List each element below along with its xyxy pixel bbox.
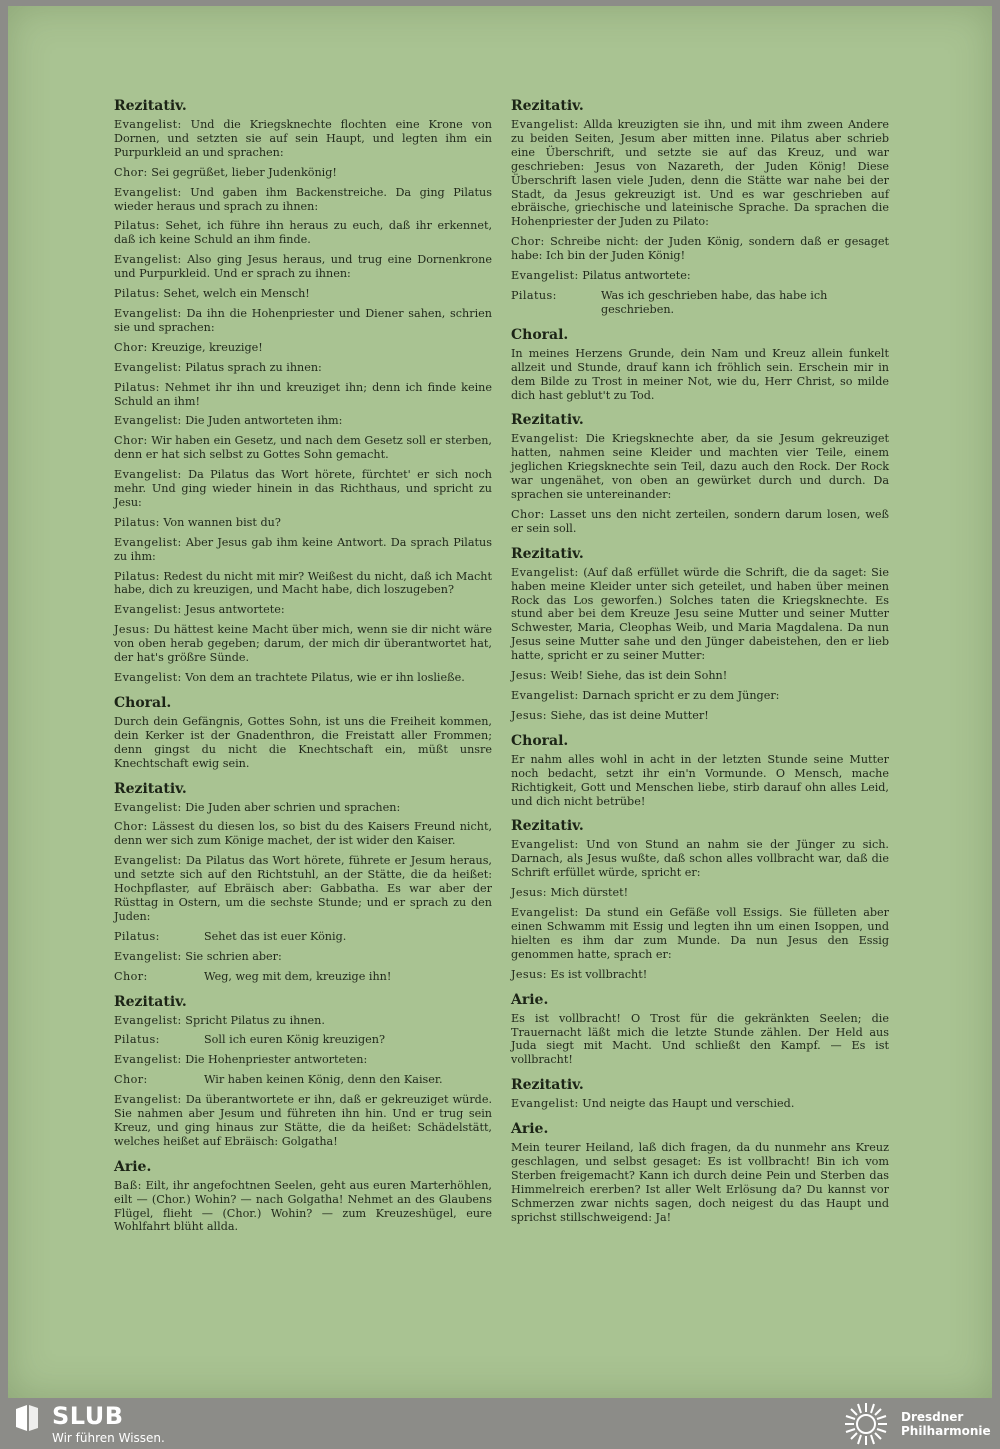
verse-block xyxy=(114,361,492,375)
verse-block xyxy=(511,968,889,982)
verse-block xyxy=(114,1073,492,1087)
speaker-label: Evangelist: xyxy=(511,432,579,446)
speaker-label: Jesus: xyxy=(511,886,547,900)
verse-block xyxy=(511,1141,889,1224)
verse-text: Und gaben ihm Backenstreiche. Da ging Pilatus wieder heraus und sprach zu ihnen: xyxy=(114,185,493,213)
verse-block xyxy=(511,508,889,536)
verse-text: Du hättest keine Macht über mich, wenn sie dir nicht wäre von oben herab gegeben; darum, der mich dir überantwortet hat, der hat's größre Sünde. xyxy=(114,623,492,665)
verse-text: Da stund ein Gefäße voll Essigs. Sie fülleten aber einen Schwamm mit Essig und legten ihn um einen Isoppen, und hielten es ihm dar zum Munde. Da nun Jesus den Essig genommen hatte, sprach er: xyxy=(511,906,889,961)
verse-text: Da ihn die Hohenpriester und Diener sahen, schrien sie und sprachen: xyxy=(114,306,492,334)
verse-block xyxy=(114,801,492,815)
verse-text: Und von Stund an nahm sie der Jünger zu sich. Darnach, als Jesus wußte, daß schon alles vollbracht war, daß die Schrift erfüllet würde, spricht er: xyxy=(511,838,889,880)
speaker-label: Evangelist: xyxy=(511,118,579,131)
verse-block xyxy=(511,753,889,809)
verse-text: Mich dürstet! xyxy=(550,886,629,900)
speaker-label: Evangelist: xyxy=(114,360,182,374)
philharmonie-line2: Philharmonie xyxy=(901,1424,991,1438)
verse-block xyxy=(114,219,492,247)
verse-text: Die Hohenpriester antworteten: xyxy=(185,1053,368,1067)
speaker-label: Evangelist: xyxy=(511,838,579,852)
verse-block xyxy=(114,253,492,281)
speaker-label: Evangelist: xyxy=(114,306,182,320)
speaker-label: Evangelist: xyxy=(114,468,182,482)
verse-text: Er nahm alles wohl in acht in der letzten Stunde seine Mutter noch bedacht, setzt ihr ein'n Vormunde. O Mensch, mache Richtigkeit, Gott und Menschen liebe, stirb darauf ohn alles Leid, und dich nicht betrübe! xyxy=(511,752,889,808)
verse-block xyxy=(114,186,492,214)
speaker-label: Chor: xyxy=(511,507,545,521)
verse-text: Pilatus sprach zu ihnen: xyxy=(185,360,322,374)
verse-block xyxy=(511,235,889,263)
verse-block xyxy=(114,715,492,771)
philharmonie-line1: Dresdner xyxy=(901,1410,964,1424)
speaker-label: Evangelist: xyxy=(511,1097,579,1111)
speaker-label: Chor: xyxy=(114,165,148,179)
verse-block xyxy=(114,970,492,984)
verse-block xyxy=(114,854,492,924)
verse-text: Jesus antwortete: xyxy=(185,603,285,617)
verse-block xyxy=(114,623,492,665)
speaker-label: Chor: xyxy=(114,434,148,448)
verse-text: Weg, weg mit dem, kreuzige ihn! xyxy=(204,969,392,983)
verse-text: Soll ich euren König kreuzigen? xyxy=(204,1033,385,1047)
speaker-label: Evangelist: xyxy=(114,253,182,267)
speaker-label: Pilatus: xyxy=(114,929,160,943)
verse-block xyxy=(114,1033,492,1047)
verse-block xyxy=(114,434,492,462)
verse-block xyxy=(511,709,889,723)
verse-block xyxy=(511,689,889,703)
slub-tagline: Wir führen Wissen. xyxy=(52,1431,165,1445)
verse-block xyxy=(114,570,492,598)
speaker-label: Evangelist: xyxy=(114,185,182,199)
speaker-label: Evangelist: xyxy=(511,906,579,920)
verse-block xyxy=(511,1097,889,1111)
footer-bar xyxy=(0,1398,1000,1449)
verse-text: Sie schrien aber: xyxy=(185,949,282,963)
verse-text: Da Pilatus das Wort hörete, führete er Jesum heraus, und setzte sich auf den Richtstuhl, an der Stätte, die da heißet: Hochpflaster, auf Ebräisch aber: Gabbatha. Es war aber der Rüsttag in Ostern, um die sechste Stunde; und er sprach zu den Juden: xyxy=(114,854,492,923)
verse-block xyxy=(511,118,889,229)
speaker-label: Evangelist: xyxy=(114,535,182,549)
speaker-label: Evangelist: xyxy=(114,671,182,684)
speaker-label: Chor: xyxy=(114,340,148,354)
verse-text: Wir haben ein Gesetz, und nach dem Gesetz soll er sterben, denn er hat sich selbst zu Gottes Sohn gemacht. xyxy=(114,434,492,462)
section-heading: Rezitativ. xyxy=(114,993,187,1010)
verse-text: Die Juden aber schrien und sprachen: xyxy=(185,800,401,814)
verse-text: Siehe, das ist deine Mutter! xyxy=(550,708,709,722)
verse-block xyxy=(511,669,889,683)
verse-text: Da überantwortete er ihn, daß er gekreuziget würde. Sie nahmen aber Jesum und führeten ihn hin. Und er trug sein Kreuz, und ging hinaus zur Stätte, die da heißet: Schädelstätt, welches heißet auf Ebräisch: Golgatha! xyxy=(114,1093,492,1148)
speaker-label: Chor: xyxy=(114,969,148,983)
section-heading: Arie. xyxy=(114,1158,152,1175)
speaker-label: Evangelist: xyxy=(114,414,182,428)
verse-text: In meines Herzens Grunde, dein Nam und Kreuz allein funkelt allzeit und Stunde, drauf kann ich fröhlich sein. Erschein mir in dem Bilde zu Trost in meiner Not, wie du, Herr Christ, so milde dich hast geblut't zu Tod. xyxy=(511,346,889,402)
slub-name[interactable]: SLUB xyxy=(52,1402,124,1430)
speaker-label: Jesus: xyxy=(114,623,150,637)
verse-block xyxy=(114,307,492,335)
verse-block xyxy=(114,341,492,355)
verse-block xyxy=(114,166,492,180)
verse-text: Und neigte das Haupt und verschied. xyxy=(582,1097,795,1111)
verse-text: Sei gegrüßet, lieber Judenkönig! xyxy=(151,165,337,179)
speaker-label: Pilatus: xyxy=(114,380,160,394)
verse-text: Sehet das ist euer König. xyxy=(204,929,347,943)
verse-block xyxy=(114,516,492,530)
speaker-label: Evangelist: xyxy=(114,1053,182,1067)
verse-block xyxy=(114,468,492,510)
speaker-label: Pilatus: xyxy=(114,569,160,583)
verse-text: Was ich geschrieben habe, das habe ich geschrieben. xyxy=(601,288,828,316)
verse-block xyxy=(114,287,492,301)
verse-text: Also ging Jesus heraus, und trug eine Dornenkrone und Purpurkleid. Und er sprach zu ihnen: xyxy=(114,253,492,281)
section-heading: Arie. xyxy=(511,991,549,1008)
speaker-label: Evangelist: xyxy=(511,689,579,702)
philharmonie-logo-icon[interactable] xyxy=(842,1400,890,1448)
verse-text: Von dem an trachtete Pilatus, wie er ihn losließe. xyxy=(185,671,465,684)
verse-block xyxy=(511,347,889,403)
verse-text: Aber Jesus gab ihm keine Antwort. Da sprach Pilatus zu ihm: xyxy=(114,535,492,563)
verse-text: Da Pilatus das Wort hörete, fürchtet' er sich noch mehr. Und ging wieder hinein in das Richthaus, und spricht zu Jesu: xyxy=(114,468,492,509)
verse-block xyxy=(114,930,492,944)
verse-text: Darnach spricht er zu dem Jünger: xyxy=(582,689,780,702)
speaker-label: Evangelist: xyxy=(114,800,182,814)
verse-block xyxy=(114,118,492,160)
verse-text: Allda kreuzigten sie ihn, und mit ihm zween Andere zu beiden Seiten, Jesum aber mitten inne. Pilatus aber schrieb eine Überschrift, und setzte sie auf das Kreuz, und war geschrieben: Jesus von Nazareth, der Juden König! Diese Überschrift lasen viele Juden, denn die Stätte war nahe bei der Stadt, da Jesus gekreuzigt ist. Und es war geschrieben auf ebräische, griechische und lateinische Sprache. Da sprachen die Hohenpriester der Juden zu Pilato: xyxy=(511,118,889,229)
philharmonie-name[interactable] xyxy=(901,1410,991,1438)
section-heading: Choral. xyxy=(511,732,569,749)
verse-text: Kreuzige, kreuzige! xyxy=(151,340,263,354)
speaker-label: Chor: xyxy=(114,820,148,834)
program-sheet xyxy=(8,6,992,1398)
speaker-label: Jesus: xyxy=(511,967,547,981)
speaker-label: Pilatus: xyxy=(511,288,557,302)
speaker-label: Evangelist: xyxy=(114,854,182,868)
slub-logo-icon[interactable] xyxy=(12,1403,42,1433)
speaker-label: Pilatus: xyxy=(114,515,160,529)
verse-text: Lässest du diesen los, so bist du des Kaisers Freund nicht, denn wer sich zum Könige machet, der ist wider den Kaiser. xyxy=(114,820,492,848)
verse-text: Die Juden antworteten ihm: xyxy=(185,414,343,428)
right-column xyxy=(511,98,889,1231)
speaker-label: Pilatus: xyxy=(114,219,160,233)
speaker-label: Pilatus: xyxy=(114,287,160,301)
speaker-label: Jesus: xyxy=(511,708,547,722)
speaker-label: Evangelist: xyxy=(114,118,182,131)
verse-block xyxy=(114,381,492,409)
section-heading: Rezitativ. xyxy=(511,545,584,562)
verse-text: Die Kriegsknechte aber, da sie Jesum gekreuziget hatten, nahmen seine Kleider und machten vier Teile, einem jeglichen Kriegsknechte sein Teil, dazu auch den Rock. Der Rock war ungenähet, von oben an gewürket durch und durch. Da sprachen sie untereinander: xyxy=(511,432,889,502)
verse-block xyxy=(114,1093,492,1149)
speaker-label: Evangelist: xyxy=(511,565,579,579)
verse-text: Redest du nicht mit mir? Weißest du nicht, daß ich Macht habe, dich zu kreuzigen, und Macht habe, dich loszugeben? xyxy=(114,569,492,597)
verse-block xyxy=(114,671,492,685)
speaker-label: Baß: xyxy=(114,1178,142,1192)
speaker-label: Evangelist: xyxy=(114,603,182,617)
verse-block xyxy=(511,566,889,663)
speaker-label: Jesus: xyxy=(511,669,547,683)
speaker-label: Evangelist: xyxy=(114,949,182,963)
verse-block xyxy=(114,603,492,617)
section-heading: Rezitativ. xyxy=(114,98,187,114)
speaker-label: Pilatus: xyxy=(114,1033,160,1047)
verse-text: Spricht Pilatus zu ihnen. xyxy=(185,1013,325,1027)
verse-block xyxy=(511,269,889,283)
verse-block xyxy=(114,536,492,564)
verse-block xyxy=(114,414,492,428)
speaker-label: Evangelist: xyxy=(114,1013,182,1027)
speaker-label: Chor: xyxy=(511,235,545,249)
speaker-label: Evangelist: xyxy=(511,269,579,283)
verse-text: Eilt, ihr angefochtnen Seelen, geht aus euren Marterhöhlen, eilt — (Chor.) Wohin? — nach Golgatha! Nehmet an des Glaubens Flügel, flieht — (Chor.) Wohin? — zum Kreuzeshügel, eure Wohlfahrt blüht allda. xyxy=(114,1178,492,1234)
verse-text: Sehet, ich führe ihn heraus zu euch, daß ihr erkennet, daß ich keine Schuld an ihm finde. xyxy=(114,219,492,247)
left-column xyxy=(114,98,492,1240)
verse-block xyxy=(511,906,889,962)
verse-text: Es ist vollbracht! O Trost für die gekränkten Seelen; die Trauernacht läßt mich die letzte Stunde zählen. Der Held aus Juda siegt mit Macht. Und schließt den Kampf. — Es ist vollbracht! xyxy=(511,1011,889,1067)
verse-block xyxy=(511,432,889,502)
verse-block xyxy=(511,289,889,317)
verse-text: Es ist vollbracht! xyxy=(550,967,648,981)
verse-text: Und die Kriegsknechte flochten eine Krone von Dornen, und setzten sie auf sein Haupt, und legten ihm ein Purpurkleid an und sprachen: xyxy=(114,118,492,159)
section-heading: Choral. xyxy=(511,326,569,343)
verse-text: (Auf daß erfüllet würde die Schrift, die da saget: Sie haben meine Kleider unter sich geteilet, und haben über meinen Rock das Los geworfen.) Solches taten die Kriegsknechte. Es stund aber bei dem Kreuze Jesu seine Mutter und seiner Mutter Schwester, Maria, Cleophas Weib, und Maria Magdalena. Da nun Jesus seine Mutter sahe und den Jünger dabeistehen, den er lieb hatte, spricht er zu seiner Mutter: xyxy=(511,565,889,663)
speaker-label: Evangelist: xyxy=(114,1093,182,1107)
verse-text: Sehet, welch ein Mensch! xyxy=(163,287,310,301)
verse-text: Schreibe nicht: der Juden König, sondern daß er gesaget habe: Ich bin der Juden König! xyxy=(511,235,890,263)
verse-block xyxy=(511,886,889,900)
section-heading: Rezitativ. xyxy=(511,1077,584,1094)
verse-text: Durch dein Gefängnis, Gottes Sohn, ist uns die Freiheit kommen, dein Kerker ist der Gnadenthron, die Freistatt aller Frommen; denn gingst du nicht die Knechtschaft ein, müßt unsre Knechtschaft ewig sein. xyxy=(114,714,492,770)
section-heading: Rezitativ. xyxy=(511,412,584,429)
verse-block xyxy=(114,1014,492,1028)
section-heading: Rezitativ. xyxy=(114,780,187,797)
section-heading: Choral. xyxy=(114,694,172,711)
verse-block xyxy=(114,1179,492,1235)
section-heading: Rezitativ. xyxy=(511,98,584,114)
verse-text: Lasset uns den nicht zerteilen, sondern darum losen, weß er sein soll. xyxy=(511,507,889,535)
verse-block xyxy=(114,1053,492,1067)
verse-text: Wir haben keinen König, denn den Kaiser. xyxy=(204,1073,443,1087)
verse-block xyxy=(511,838,889,880)
verse-block xyxy=(114,820,492,848)
section-heading: Rezitativ. xyxy=(511,818,584,835)
verse-block xyxy=(511,1012,889,1068)
verse-text: Weib! Siehe, das ist dein Sohn! xyxy=(550,669,728,683)
verse-text: Von wannen bist du? xyxy=(163,515,281,529)
verse-text: Pilatus antwortete: xyxy=(582,269,691,283)
verse-block xyxy=(114,950,492,964)
verse-text: Nehmet ihr ihn und kreuziget ihn; denn ich finde keine Schuld an ihm! xyxy=(114,380,492,408)
section-heading: Arie. xyxy=(511,1121,549,1138)
speaker-label: Chor: xyxy=(114,1073,148,1087)
verse-text: Mein teurer Heiland, laß dich fragen, da du nunmehr ans Kreuz geschlagen, und selbst gesaget: Es ist vollbracht! Bin ich vom Sterben freigemacht? Kann ich durch deine Pein und Sterben das Himmelreich ererben? Ist aller Welt Erlösung da? Du kannst vor Schmerzen zwar nichts sagen, doch neigest du das Haupt und sprichst stillschweigend: Ja! xyxy=(511,1141,889,1224)
